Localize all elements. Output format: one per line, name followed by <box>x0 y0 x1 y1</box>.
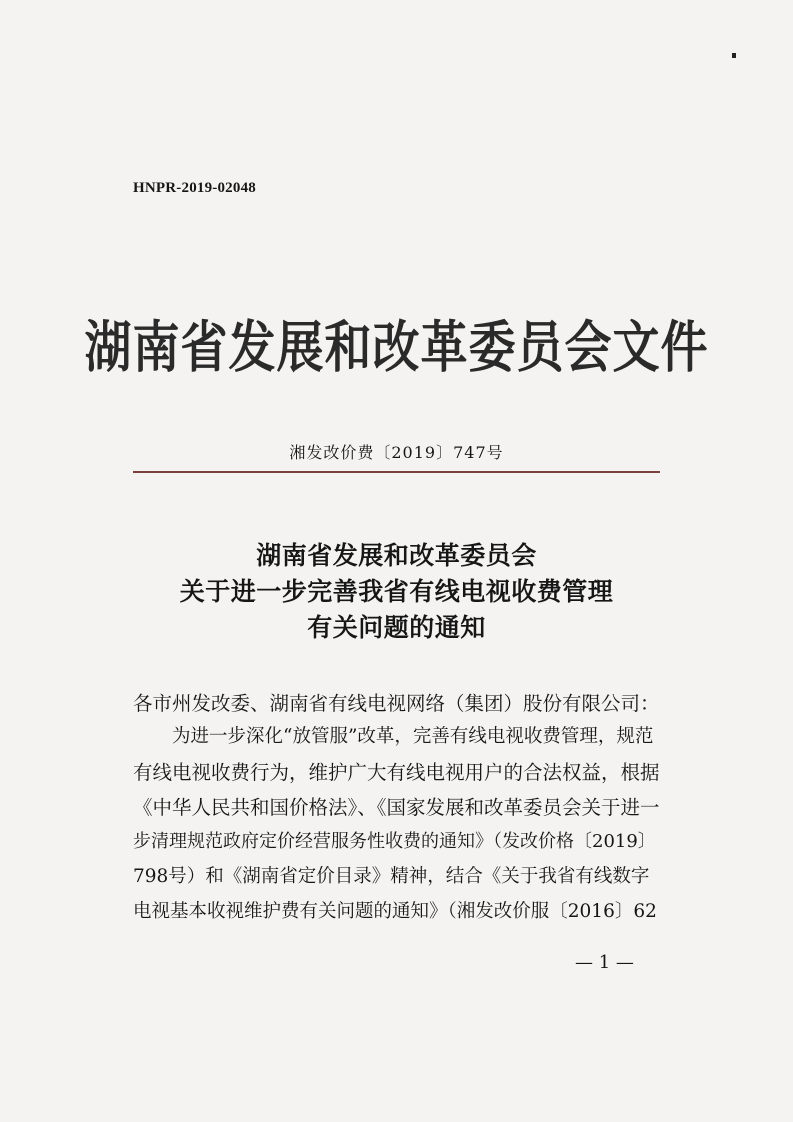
title-line: 关于进一步完善我省有线电视收费管理 <box>179 577 614 606</box>
recipient-line: 各市州发改委、湖南省有线电视网络（集团）股份有限公司： <box>133 692 660 715</box>
body-line: 有线电视收费行为，维护广大有线电视用户的合法权益，根据 <box>133 761 660 784</box>
notice-title <box>0 538 793 646</box>
title-line: 湖南省发展和改革委员会 <box>256 541 537 570</box>
body-line: 798号）和《湖南省定价目录》精神，结合《关于我省有线数字 <box>133 866 650 887</box>
issuer-header: 湖南省发展和改革委员会文件 <box>84 315 709 381</box>
title-line: 有关问题的通知 <box>307 613 486 642</box>
body-line: 《中华人民共和国价格法》、《国家发展和改革委员会关于进一 <box>133 796 660 819</box>
document-id: HNPR-2019-02048 <box>133 180 256 196</box>
body-line: 为进一步深化“放管服”改革，完善有线电视收费管理，规范 <box>172 726 654 747</box>
page-number: — 1 — <box>575 952 634 973</box>
body-line: 电视基本收视维护费有关问题的通知》（湘发改价服〔2016〕62 <box>133 901 657 922</box>
scan-mark <box>732 53 736 58</box>
header-divider <box>133 471 660 473</box>
document-number: 湘发改价费〔2019〕747号 <box>289 443 504 462</box>
body-line: 步清理规范政府定价经营服务性收费的通知》（发改价格〔2019〕 <box>133 831 656 852</box>
